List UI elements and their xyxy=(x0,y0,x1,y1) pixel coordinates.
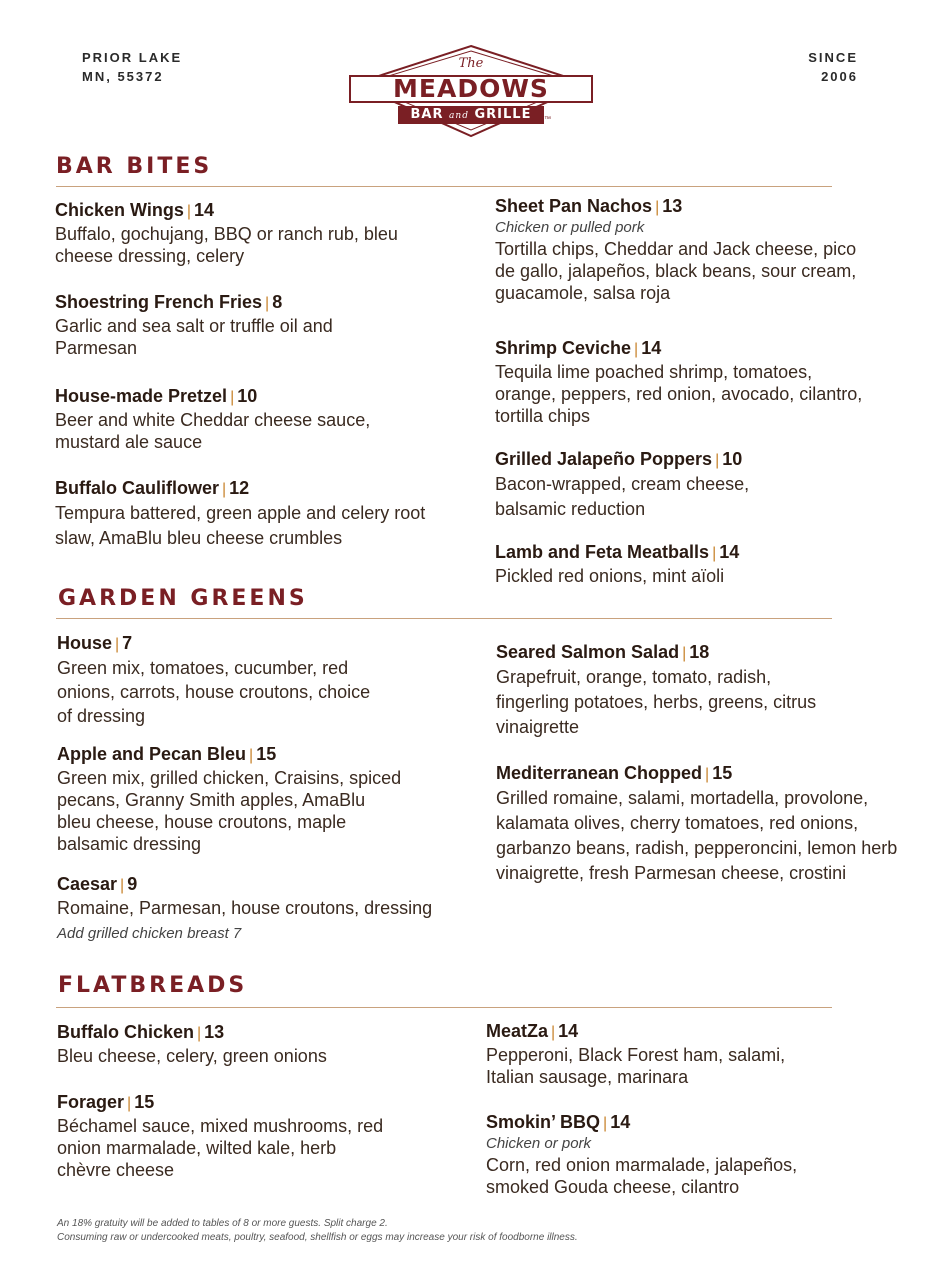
price-separator: | xyxy=(705,766,710,783)
menu-item-house-salad xyxy=(57,633,477,728)
item-name: House-made Pretzel xyxy=(55,386,228,406)
logo-bar: BAR xyxy=(410,107,444,122)
item-name: Buffalo Cauliflower xyxy=(55,478,220,498)
section-title-flatbreads: FLATBREADS xyxy=(58,973,248,998)
price-separator: | xyxy=(186,203,192,220)
item-price: 12 xyxy=(229,478,250,498)
item-description: Romaine, Parmesan, house croutons, dressing xyxy=(57,898,433,918)
item-price: 18 xyxy=(689,642,710,662)
logo xyxy=(348,44,594,138)
item-price: 13 xyxy=(662,196,683,216)
section-divider xyxy=(56,186,832,187)
since-line1: SINCE xyxy=(808,50,858,65)
item-description: Grapefruit, orange, tomato, radish, fingerling potatoes, herbs, greens, citrus vinaigrette xyxy=(496,667,817,737)
item-description: Corn, red onion marmalade, jalapeños, smoked Gouda cheese, cilantro xyxy=(486,1155,798,1197)
item-price: 13 xyxy=(204,1022,225,1042)
logo-trademark: ™ xyxy=(544,116,551,123)
section-divider xyxy=(56,1007,832,1008)
menu-item-caesar xyxy=(57,874,477,942)
item-option: Chicken or pork xyxy=(486,1135,592,1152)
item-name: Shoestring French Fries xyxy=(55,292,263,312)
item-price: 10 xyxy=(237,386,258,406)
item-name: Smokin’ BBQ xyxy=(486,1112,601,1132)
price-separator: | xyxy=(120,877,125,894)
location xyxy=(82,48,182,86)
item-name: House xyxy=(57,633,113,653)
menu-item-seared-salmon-salad xyxy=(496,642,916,740)
price-separator: | xyxy=(230,389,235,406)
price-separator: | xyxy=(222,481,227,498)
section-divider xyxy=(56,618,832,619)
price-separator: | xyxy=(197,1025,202,1042)
item-name: Forager xyxy=(57,1092,125,1112)
price-separator: | xyxy=(712,545,717,562)
item-name: Sheet Pan Nachos xyxy=(495,196,653,216)
since-label xyxy=(808,48,858,86)
price-separator: | xyxy=(115,636,120,653)
item-description: Beer and white Cheddar cheese sauce, mustard ale sauce xyxy=(55,410,371,452)
menu-item-sheet-pan-nachos xyxy=(495,196,915,304)
item-description: Béchamel sauce, mixed mushrooms, red onion marmalade, wilted kale, herb chèvre cheese xyxy=(57,1116,384,1180)
item-name: Shrimp Ceviche xyxy=(495,338,632,358)
price-separator: | xyxy=(715,452,720,469)
item-name: MeatZa xyxy=(486,1021,549,1041)
menu-item-mediterranean-chopped xyxy=(496,763,916,886)
location-line1: PRIOR LAKE xyxy=(82,50,183,65)
price-separator: | xyxy=(127,1095,132,1112)
item-name: Grilled Jalapeño Poppers xyxy=(495,449,713,469)
item-price: 14 xyxy=(641,338,662,358)
item-price: 14 xyxy=(719,542,740,562)
menu-item-pretzel xyxy=(55,386,475,453)
logo-name: MEADOWS xyxy=(393,74,549,103)
menu-item-meatza-flatbread xyxy=(486,1021,906,1088)
item-name: Mediterranean Chopped xyxy=(496,763,703,783)
item-description: Bacon-wrapped, cream cheese, balsamic reduction xyxy=(495,474,750,519)
item-price: 7 xyxy=(122,633,133,653)
item-description: Green mix, grilled chicken, Craisins, spiced pecans, Granny Smith apples, AmaBlu bleu cheese, house croutons, maple balsamic dressing xyxy=(57,768,402,854)
food-safety-note: Consuming raw or undercooked meats, poultry, seafood, shellfish or eggs may increase your risk of foodborne illness. xyxy=(57,1232,578,1243)
logo-the: The xyxy=(458,56,484,71)
price-separator: | xyxy=(551,1024,556,1041)
price-separator: | xyxy=(682,645,687,662)
item-description: Garlic and sea salt or truffle oil and Parmesan xyxy=(55,316,333,358)
menu-item-lamb-feta-meatballs xyxy=(495,542,915,587)
logo-subtitle xyxy=(398,107,544,122)
since-line2: 2006 xyxy=(821,69,858,84)
item-description: Buffalo, gochujang, BBQ or ranch rub, bleu cheese dressing, celery xyxy=(55,224,398,266)
item-price: 14 xyxy=(194,200,215,220)
item-description: Pickled red onions, mint aïoli xyxy=(495,566,725,586)
item-price: 14 xyxy=(610,1112,631,1132)
item-name: Lamb and Feta Meatballs xyxy=(495,542,710,562)
item-price: 14 xyxy=(558,1021,579,1041)
item-price: 10 xyxy=(722,449,743,469)
item-description: Bleu cheese, celery, green onions xyxy=(57,1046,327,1066)
gratuity-note: An 18% gratuity will be added to tables of 8 or more guests. Split charge 2. xyxy=(57,1218,388,1229)
item-add-on-note: Add grilled chicken breast 7 xyxy=(57,925,242,942)
item-price: 15 xyxy=(134,1092,155,1112)
item-name: Seared Salmon Salad xyxy=(496,642,680,662)
item-description: Tempura battered, green apple and celery root slaw, AmaBlu bleu cheese crumbles xyxy=(55,503,426,548)
item-name: Buffalo Chicken xyxy=(57,1022,195,1042)
location-line2: MN, 55372 xyxy=(82,69,164,84)
menu-item-shrimp-ceviche xyxy=(495,338,915,427)
item-name: Chicken Wings xyxy=(55,200,184,220)
logo-and: and xyxy=(449,111,469,121)
menu-item-shoestring-fries xyxy=(55,292,475,359)
item-name: Caesar xyxy=(57,874,118,894)
item-description: Tequila lime poached shrimp, tomatoes, orange, peppers, red onion, avocado, cilantro, tortilla chips xyxy=(495,362,863,426)
menu-item-smokin-bbq-flatbread xyxy=(486,1112,906,1198)
menu-item-forager-flatbread xyxy=(57,1092,477,1181)
price-separator: | xyxy=(655,199,660,216)
menu-item-apple-pecan-bleu xyxy=(57,744,477,855)
item-name: Apple and Pecan Bleu xyxy=(57,744,247,764)
menu-item-chicken-wings xyxy=(55,200,475,267)
item-description: Grilled romaine, salami, mortadella, provolone, kalamata olives, cherry tomatoes, red onions, garbanzo beans, radish, pepperoncini, lemon herb vinaigrette, fresh Parmesan cheese, crostini xyxy=(496,788,898,883)
logo-grille: GRILLE xyxy=(474,107,532,122)
price-separator: | xyxy=(265,295,270,312)
footer-notes xyxy=(57,1217,578,1245)
menu-item-buffalo-cauliflower xyxy=(55,478,475,551)
item-option: Chicken or pulled pork xyxy=(495,219,645,236)
item-description: Green mix, tomatoes, cucumber, red onions, carrots, house croutons, choice of dressing xyxy=(57,658,371,726)
price-separator: | xyxy=(634,341,639,358)
price-separator: | xyxy=(603,1115,608,1132)
section-title-garden-greens: GARDEN GREENS xyxy=(58,586,308,611)
menu-item-jalapeno-poppers xyxy=(495,449,915,522)
item-price: 15 xyxy=(256,744,277,764)
item-description: Pepperoni, Black Forest ham, salami, Italian sausage, marinara xyxy=(486,1045,786,1087)
price-separator: | xyxy=(249,747,254,764)
section-title-bar-bites: BAR BITES xyxy=(56,154,213,179)
menu-item-buffalo-chicken-flatbread xyxy=(57,1022,477,1067)
item-description: Tortilla chips, Cheddar and Jack cheese, pico de gallo, jalapeños, black beans, sour cream, guacamole, salsa roja xyxy=(495,239,857,303)
item-price: 9 xyxy=(127,874,138,894)
item-price: 15 xyxy=(712,763,733,783)
item-price: 8 xyxy=(272,292,283,312)
